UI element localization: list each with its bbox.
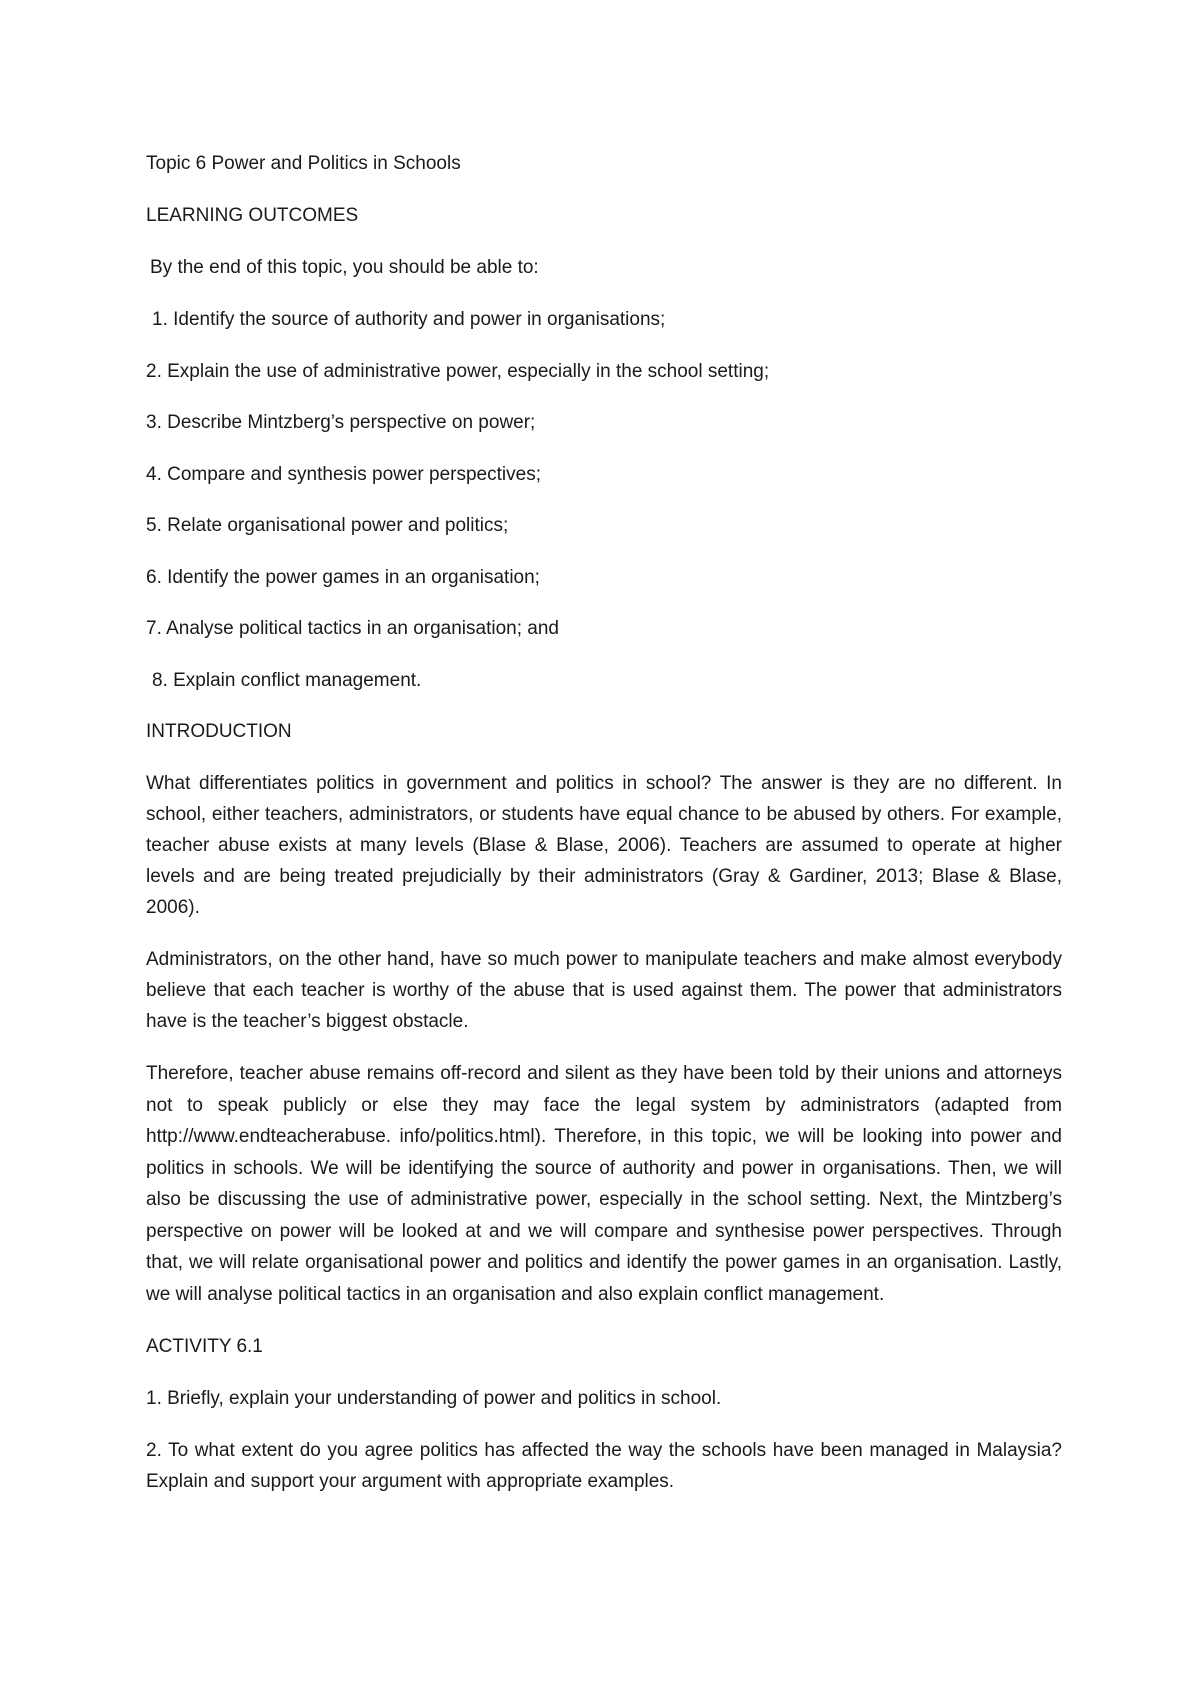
intro-paragraph: Administrators, on the other hand, have so much power to manipulate teachers and make almost everybody believe that each teacher is worthy of the abuse that is used against them. The power that administrators have is the teacher’s biggest obstacle.: [146, 949, 1062, 1032]
activity-heading: ACTIVITY 6.1: [146, 1336, 263, 1357]
learning-outcomes-list: [146, 304, 1062, 696]
outcome-item: 2. Explain the use of administrative power, especially in the school setting;: [146, 360, 770, 382]
outcome-item: 8. Explain conflict management.: [152, 669, 422, 691]
activity-question: 1. Briefly, explain your understanding of power and politics in school.: [146, 1388, 722, 1409]
outcome-item: 5. Relate organisational power and politics;: [146, 515, 509, 536]
topic-title: Topic 6 Power and Politics in Schools: [146, 153, 461, 174]
outcomes-intro: By the end of this topic, you should be able to:: [150, 257, 539, 278]
outcome-item: 1. Identify the source of authority and power in organisations;: [152, 309, 666, 330]
outcome-item: 4. Compare and synthesis power perspectives;: [146, 463, 541, 485]
outcome-item: 6. Identify the power games in an organisation;: [146, 566, 540, 588]
document-body: [146, 148, 1062, 1518]
outcome-item: 7. Analyse political tactics in an organisation; and: [146, 618, 559, 639]
activity-question: 2. To what extent do you agree politics has affected the way the schools have been managed in Malaysia? Explain and support your argument with appropriate examples.: [146, 1440, 1062, 1492]
introduction-heading: INTRODUCTION: [146, 721, 292, 742]
learning-outcomes-heading: LEARNING OUTCOMES: [146, 205, 359, 226]
intro-paragraph: Therefore, teacher abuse remains off-record and silent as they have been told by their unions and attorneys not to speak publicly or else they may face the legal system by administrators (adapted from http://www.endteacherabuse. info/politics.html). Therefore, in this topic, we will be looking into power and politics in schools. We will be identifying the source of authority and power in organisations. Then, we will also be discussing the use of administrative power, especially in the school setting. Next, the Mintzberg’s perspective on power will be looked at and we will compare and synthesise power perspectives. Through that, we will relate organisational power and politics and identify the power games in an organisation. Lastly, we will analyse political tactics in an organisation and also explain conflict management.: [146, 1063, 1062, 1305]
intro-paragraph: What differentiates politics in government and politics in school? The answer is they are no different. In school, either teachers, administrators, or students have equal chance to be abused by others. For example, teacher abuse exists at many levels (Blase & Blase, 2006). Teachers are assumed to operate at higher levels and are being treated prejudicially by their administrators (Gray & Gardiner, 2013; Blase & Blase, 2006).: [146, 773, 1062, 918]
outcome-item: 3. Describe Mintzberg’s perspective on power;: [146, 412, 536, 433]
